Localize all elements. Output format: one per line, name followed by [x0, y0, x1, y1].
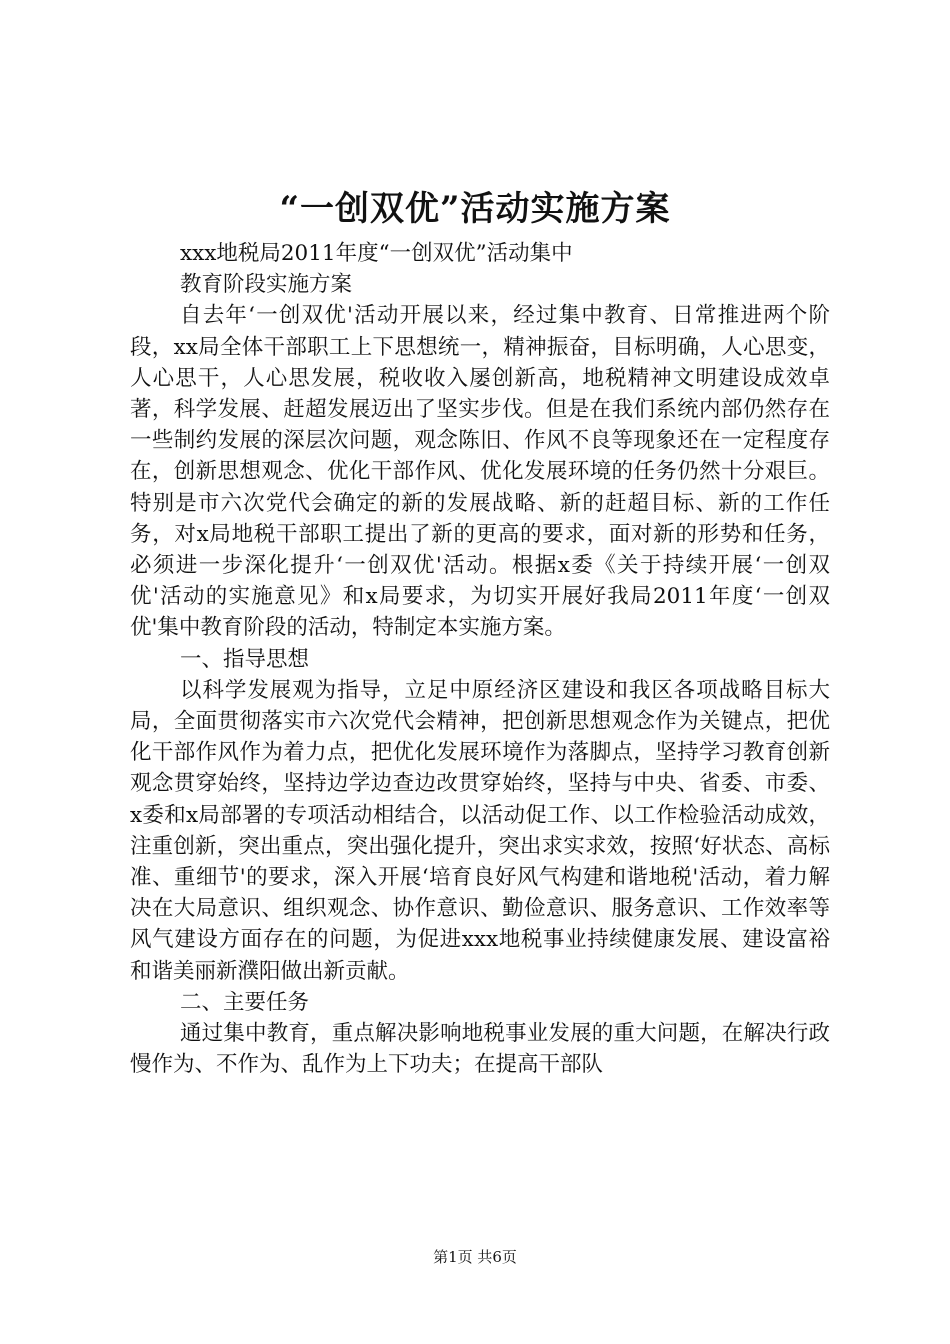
section-heading-main-tasks: 二、主要任务: [180, 989, 310, 1015]
subtitle-line-2: 教育阶段实施方案: [180, 272, 353, 298]
subtitle-line-1: xxx地税局2011年度“一创双优”活动集中: [180, 241, 573, 266]
document-body: [130, 238, 830, 1080]
paragraph-guiding-ideology: 以科学发展观为指导，立足中原经济区建设和我区各项战略目标大局，全面贯彻落实市六次党代会精神，把创新思想观念作为关键点，把优化干部作风作为着力点，把优化发展环境作为落脚点，坚持学习教育创新观念贯穿始终，坚持边学边查边改贯穿始终，坚持与中央、省委、市委、x委和x局部署的专项活动相结合，以活动促工作、以工作检验活动成效，注重创新，突出重点，突出强化提升，突出求实求效，按照‘好状态、高标准、重细节'的要求，深入开展‘培育良好风气构建和谐地税'活动，着力解决在大局意识、组织观念、协作意识、勤俭意识、服务意识、工作效率等风气建设方面存在的问题，为促进xxx地税事业持续健康发展、建设富裕和谐美丽新濮阳做出新贡献。: [130, 677, 830, 984]
section-heading-guiding-ideology: 一、指导思想: [180, 646, 310, 672]
paragraph-main-tasks: 通过集中教育，重点解决影响地税事业发展的重大问题，在解决行政慢作为、不作为、乱作为上下功夫；在提高干部队: [130, 1021, 830, 1078]
document-title: “一创双优”活动实施方案: [279, 189, 671, 229]
page-footer: 第1页 共6页: [433, 1248, 517, 1266]
paragraph-intro: 自去年‘一创双优'活动开展以来，经过集中教育、日常推进两个阶段，xx局全体干部职工上下思想统一，精神振奋，目标明确，人心思变，人心思干，人心思发展，税收收入屡创新高，地税精神文明建设成效卓著，科学发展、赶超发展迈出了坚实步伐。但是在我们系统内部仍然存在一些制约发展的深层次问题，观念陈旧、作风不良等现象还在一定程度存在，创新思想观念、优化干部作风、优化发展环境的任务仍然十分艰巨。特别是市六次党代会确定的新的发展战略、新的赶超目标、新的工作任务，对x局地税干部职工提出了新的更高的要求，面对新的形势和任务，必须进一步深化提升‘一创双优'活动。根据x委《关于持续开展‘一创双优'活动的实施意见》和x局要求，为切实开展好我局2011年度‘一创双优'集中教育阶段的活动，特制定本实施方案。: [130, 303, 830, 641]
